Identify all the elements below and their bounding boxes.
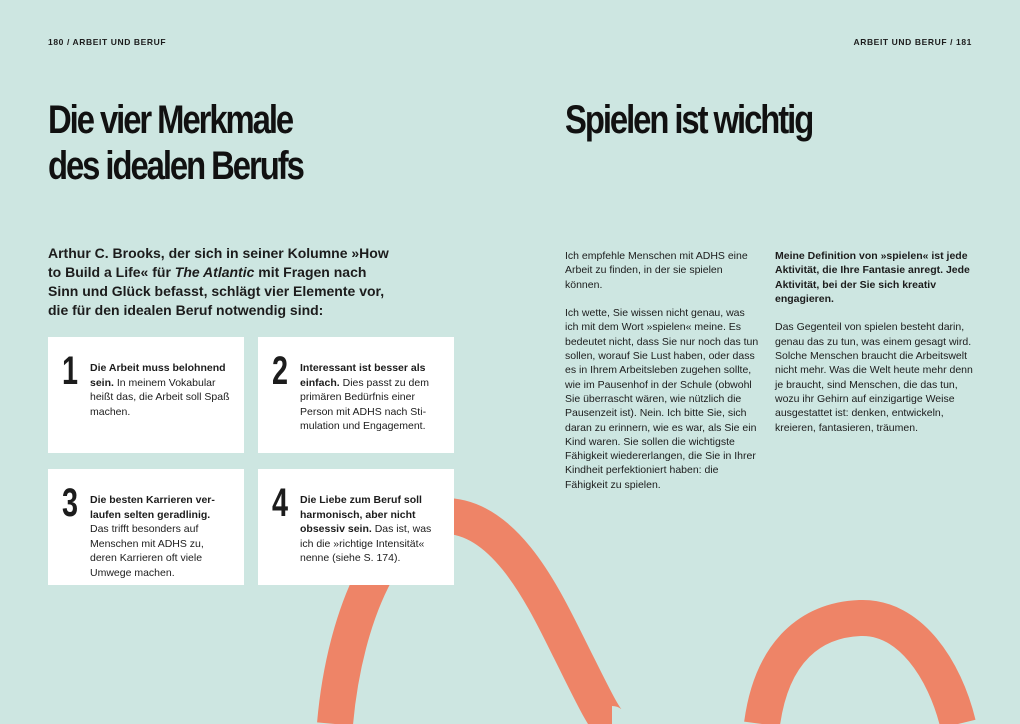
intro-part-2: mit Fragen nach Sinn und Glück befasst, schlägt vier Elemente vor, die für den idealen Beruf notwendig sind: [48, 264, 385, 318]
intro-part-1: Arthur C. Brooks, der sich in seiner Kolumne »How to Build a Life« für [48, 245, 389, 280]
definition-bold-text: Meine Definition von »spielen« ist jede Aktivität, die Ihre Fantasie anregt. Jede Aktivität, bei der Sie sich kreativ engagieren. [775, 250, 970, 305]
body-paragraph: Ich empfehle Menschen mit ADHS eine Arbeit zu finden, in der sie spielen können. [565, 250, 748, 291]
card-body-text: Das trifft besonders auf Menschen mit ADHS zu, deren Karrieren oft viele Umwege machen. [90, 523, 204, 579]
page-header-left: 180 / ARBEIT UND BERUF [48, 37, 167, 47]
card-bold-text: Interessant ist besser als einfach. [300, 362, 426, 389]
definition-paragraph [775, 249, 975, 306]
feature-card-4 [258, 469, 454, 585]
card-bold-text: Die Arbeit muss belohnend sein. [90, 362, 226, 389]
feature-card-2 [258, 337, 454, 453]
left-page-title [48, 97, 303, 189]
card-number: 3 [62, 481, 79, 525]
card-number: 4 [272, 481, 289, 525]
card-text [300, 493, 440, 566]
card-body-text: In meinem Vokabular heißt das, die Arbeit soll Spaß machen. [90, 376, 230, 418]
title-line-1: Die vier Merkmale [48, 98, 293, 142]
right-page-column-2 [775, 249, 975, 449]
page-header-right: ARBEIT UND BERUF / 181 [853, 37, 972, 47]
body-paragraph: Ich wette, Sie wissen nicht genau, was ich mit dem Wort »spielen« meine. Es bedeutet nicht, dass Sie nur noch das tun sollen, worauf Sie Lust haben, oder dass es in Ihrem Arbeitsleben zugehen sollte, wie im Pausenhof in der Schule (obwohl Sie überrascht wären, wie nützlich die Pausenzeit ist). Nein. Ich bitte Sie, sich daran zu erinnern, wie es war, als Sie ein Kind waren. Sie sollen die wichtigste Fähigkeit wiedererlangen, die Sie in Ihrer Kindheit perfektioniert haben: die Fähigkeit zu spielen. [565, 307, 759, 491]
feature-card-1 [48, 337, 244, 453]
card-bold-text: Die besten Karrieren verlaufen selten geradlinig. [90, 494, 215, 521]
body-paragraph: Das Gegenteil von spielen besteht darin, genau das zu tun, was einem gesagt wird. Solche Menschen braucht die Arbeitswelt nicht mehr. Was die Welt heute mehr denn je braucht, sind Menschen, die das tun, wozu ihr Gehirn auf einzigartige Weise ausgestattet ist: denken, entwickeln, kreieren, fantasieren, träumen. [775, 321, 973, 434]
card-bold-text: Die Liebe zum Beruf soll harmonisch, aber nicht obsessiv sein. [300, 494, 422, 535]
card-number: 2 [272, 349, 289, 393]
intro-paragraph [48, 244, 398, 320]
right-page-title: Spielen ist wichtig [565, 98, 813, 142]
card-body-text: Dies passt zu dem primären Bedürfnis einer Person mit ADHS nach Stimulation und Engagement. [300, 376, 429, 432]
card-number: 1 [62, 349, 79, 393]
right-page-column-1 [565, 249, 760, 506]
card-text [90, 493, 230, 580]
intro-italic: The Atlantic [174, 264, 255, 280]
card-text [90, 361, 230, 419]
card-body-text: Das ist, was ich die »richtige Intensität« nenne (siehe S. 174). [300, 523, 432, 564]
feature-card-3 [48, 469, 244, 585]
card-text [300, 361, 440, 434]
title-line-2: des idealen Berufs [48, 144, 303, 188]
